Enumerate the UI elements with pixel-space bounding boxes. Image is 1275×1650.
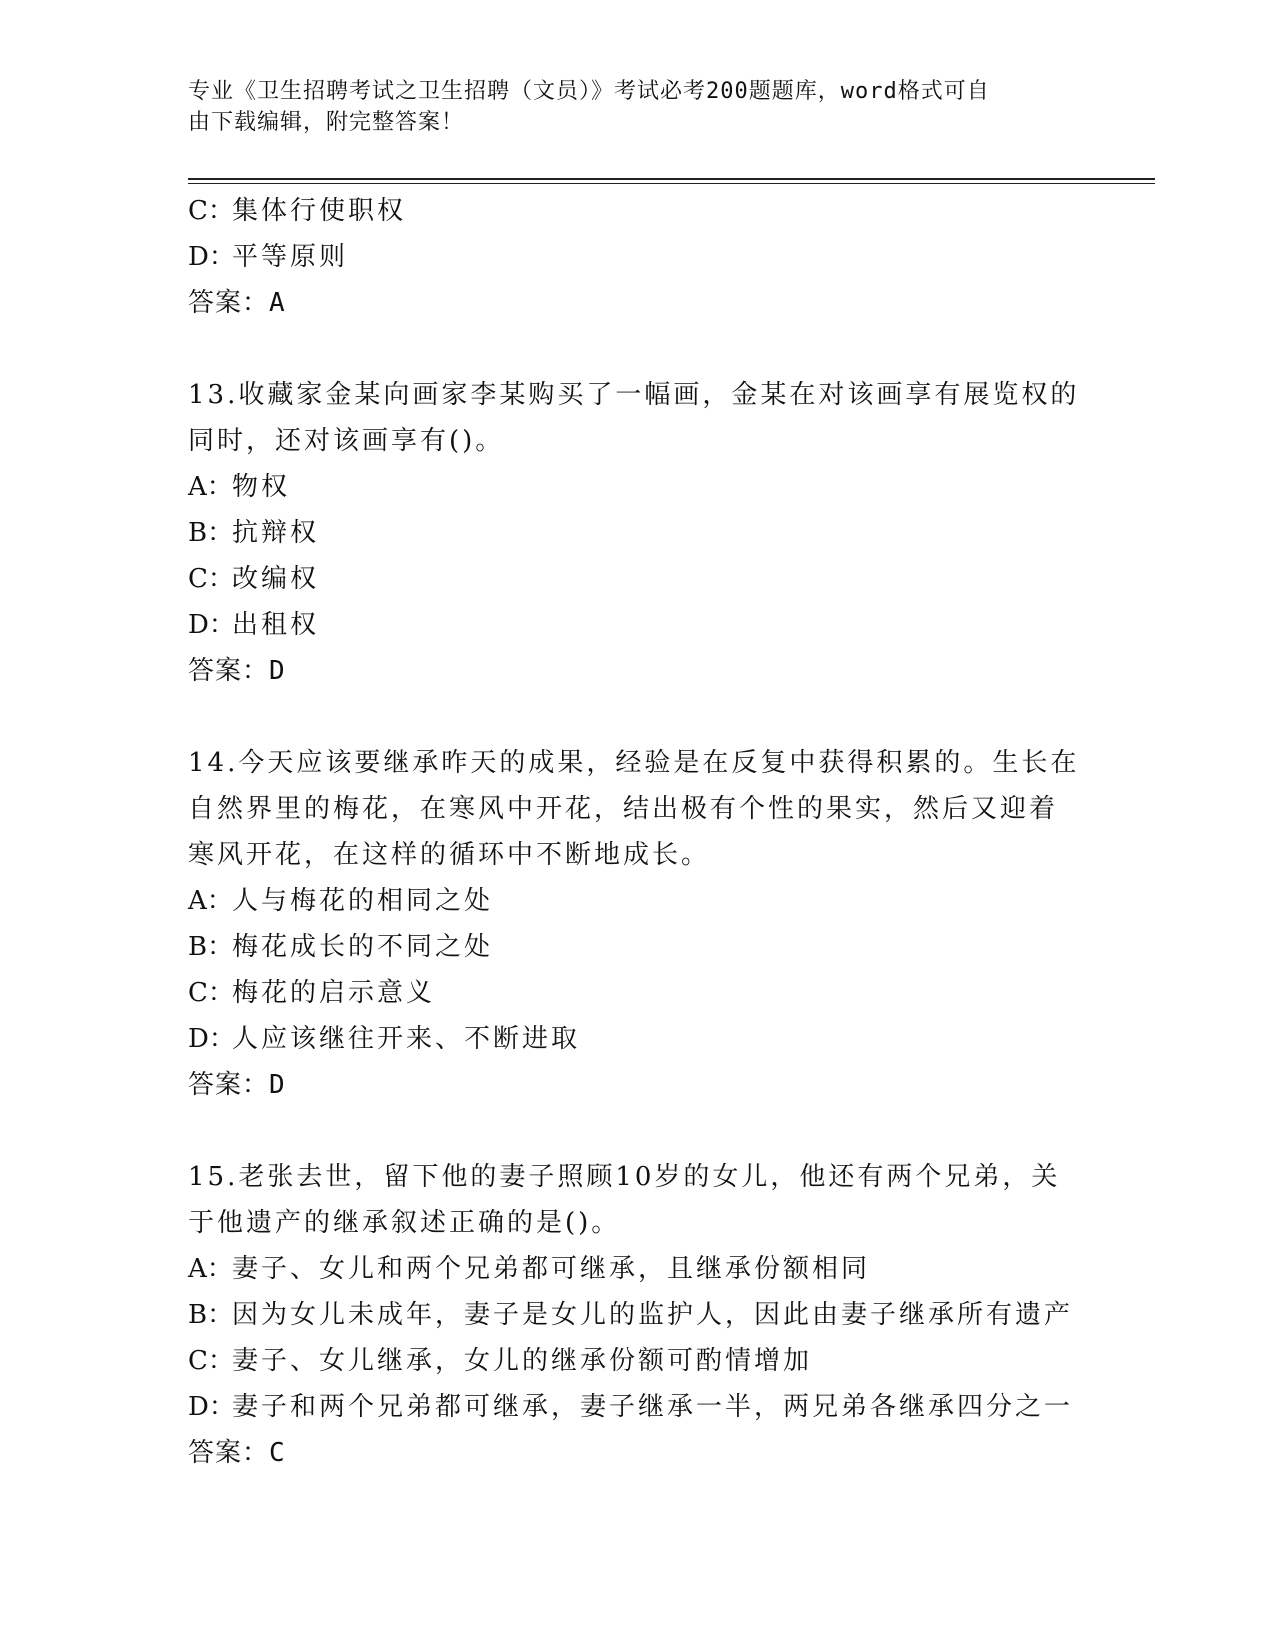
header-rule-thin	[188, 183, 1155, 184]
question-text-line: 15.老张去世，留下他的妻子照顾10岁的女儿，他还有两个兄弟，关	[188, 1162, 1061, 1192]
question-14	[188, 740, 1088, 1108]
question-text-line: 于他遗产的继承叙述正确的是()。	[188, 1208, 621, 1238]
question-12-tail	[188, 188, 1088, 326]
answer-line: 答案：A	[188, 288, 286, 318]
answer-line: 答案：C	[188, 1438, 286, 1468]
question-13	[188, 372, 1088, 694]
answer-value: C	[269, 1438, 286, 1468]
option-b: B：梅花成长的不同之处	[188, 932, 494, 962]
answer-line: 答案：D	[188, 1070, 286, 1100]
option-a: A：妻子、女儿和两个兄弟都可继承，且继承份额相同	[188, 1254, 871, 1284]
header-line-2: 由下载编辑，附完整答案！	[188, 110, 465, 135]
header-rule-thick	[188, 178, 1155, 180]
option-c: C：改编权	[188, 564, 320, 594]
option-b: B：因为女儿未成年，妻子是女儿的监护人，因此由妻子继承所有遗产	[188, 1300, 1074, 1330]
option-d: D：妻子和两个兄弟都可继承，妻子继承一半，两兄弟各继承四分之一	[188, 1392, 1074, 1422]
option-b: B：抗辩权	[188, 518, 320, 548]
document-header	[188, 76, 1068, 138]
header-line-1: 专业《卫生招聘考试之卫生招聘（文员）》考试必考200题题库，word格式可自	[188, 79, 990, 104]
option-a: A：人与梅花的相同之处	[188, 886, 494, 916]
option-d: D：出租权	[188, 610, 320, 640]
question-text-line: 13.收藏家金某向画家李某购买了一幅画，金某在对该画享有展览权的	[188, 380, 1080, 410]
question-15	[188, 1154, 1088, 1476]
option-d: D：平等原则	[188, 242, 349, 272]
option-c: C：集体行使职权	[188, 196, 407, 226]
answer-value: D	[269, 1070, 286, 1100]
question-text-line: 同时，还对该画享有()。	[188, 426, 505, 456]
answer-value: D	[269, 656, 286, 686]
option-a: A：物权	[188, 472, 291, 502]
answer-value: A	[269, 288, 286, 318]
option-c: C：梅花的启示意义	[188, 978, 436, 1008]
question-text-line: 自然界里的梅花，在寒风中开花，结出极有个性的果实，然后又迎着	[188, 794, 1059, 824]
option-d: D：人应该继往开来、不断进取	[188, 1024, 581, 1054]
question-text-line: 14.今天应该要继承昨天的成果，经验是在反复中获得积累的。生长在	[188, 748, 1080, 778]
question-list	[188, 188, 1088, 1476]
answer-line: 答案：D	[188, 656, 286, 686]
option-c: C：妻子、女儿继承，女儿的继承份额可酌情增加	[188, 1346, 813, 1376]
question-text-line: 寒风开花，在这样的循环中不断地成长。	[188, 840, 711, 870]
